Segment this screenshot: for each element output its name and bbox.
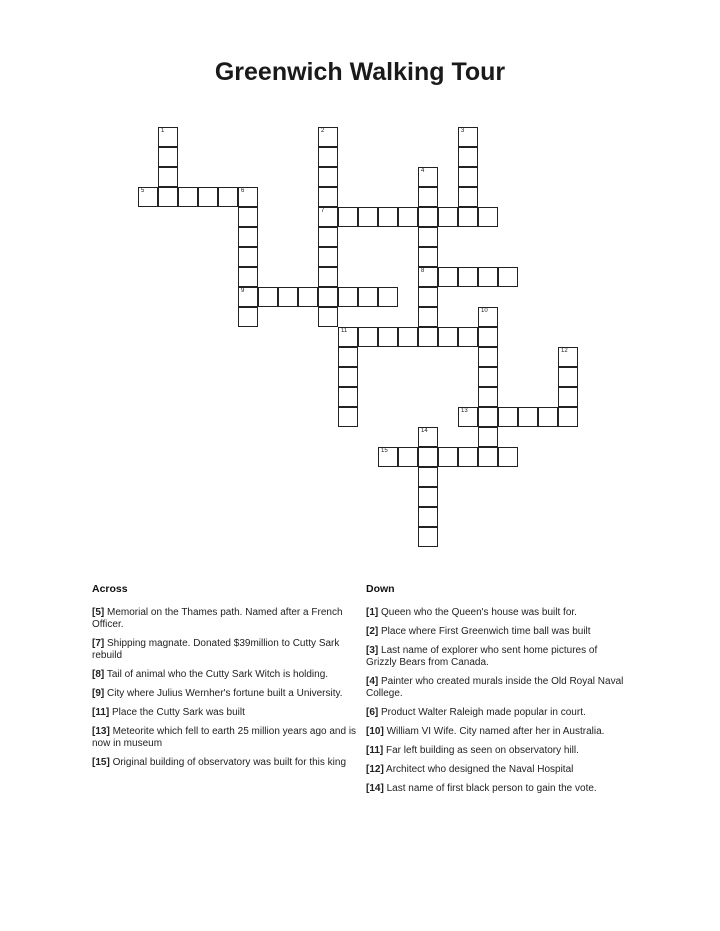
grid-cell[interactable] <box>238 187 258 207</box>
grid-cell[interactable] <box>458 207 478 227</box>
grid-cell[interactable] <box>278 287 298 307</box>
grid-cell[interactable] <box>338 407 358 427</box>
down-heading: Down <box>366 583 395 595</box>
clue-item <box>92 757 362 769</box>
grid-cell[interactable] <box>478 267 498 287</box>
clue-text: Shipping magnate. Donated $39million to Cutty Sark rebuild <box>92 638 340 661</box>
grid-cell[interactable] <box>458 127 478 147</box>
grid-cell[interactable] <box>398 447 418 467</box>
grid-cell[interactable] <box>418 427 438 447</box>
grid-cell[interactable] <box>418 287 438 307</box>
grid-cell[interactable] <box>298 287 318 307</box>
grid-cell[interactable] <box>138 187 158 207</box>
grid-cell[interactable] <box>238 267 258 287</box>
cell-number: 7 <box>321 208 325 214</box>
cell-number: 3 <box>461 128 465 134</box>
grid-cell[interactable] <box>318 307 338 327</box>
grid-cell[interactable] <box>158 147 178 167</box>
grid-cell[interactable] <box>458 167 478 187</box>
cell-number: 4 <box>421 168 425 174</box>
grid-cell[interactable] <box>478 307 498 327</box>
clue-text: City where Julius Wernher's fortune built a University. <box>107 688 343 699</box>
grid-cell[interactable] <box>458 327 478 347</box>
clue-text: Far left building as seen on observatory hill. <box>386 745 579 756</box>
across-clues <box>92 583 362 776</box>
grid-cell[interactable] <box>458 267 478 287</box>
grid-cell[interactable] <box>318 187 338 207</box>
grid-cell[interactable] <box>478 387 498 407</box>
clue-number: [11] <box>366 745 384 756</box>
cell-number: 15 <box>381 448 388 454</box>
grid-cell[interactable] <box>258 287 278 307</box>
grid-cell[interactable] <box>558 347 578 367</box>
clue-item <box>366 745 628 757</box>
grid-cell[interactable] <box>358 207 378 227</box>
grid-cell[interactable] <box>438 447 458 467</box>
grid-cell[interactable] <box>358 327 378 347</box>
grid-cell[interactable] <box>178 187 198 207</box>
grid-cell[interactable] <box>418 207 438 227</box>
clue-text: Product Walter Raleigh made popular in court. <box>381 707 586 718</box>
grid-cell[interactable] <box>458 447 478 467</box>
clue-item <box>366 626 628 638</box>
grid-cell[interactable] <box>418 187 438 207</box>
grid-cell[interactable] <box>378 287 398 307</box>
grid-cell[interactable] <box>478 407 498 427</box>
grid-cell[interactable] <box>418 267 438 287</box>
grid-cell[interactable] <box>318 227 338 247</box>
grid-cell[interactable] <box>338 367 358 387</box>
grid-cell[interactable] <box>458 407 478 427</box>
clue-text: Architect who designed the Naval Hospital <box>386 764 574 775</box>
grid-cell[interactable] <box>498 407 518 427</box>
clue-number: [12] <box>366 764 384 775</box>
clue-text: Memorial on the Thames path. Named after a French Officer. <box>92 607 343 630</box>
clue-text: Last name of explorer who sent home pictures of Grizzly Bears from Canada. <box>366 645 598 668</box>
grid-cell[interactable] <box>418 247 438 267</box>
grid-cell[interactable] <box>238 307 258 327</box>
grid-cell[interactable] <box>318 207 338 227</box>
page-title: Greenwich Walking Tour <box>214 58 506 86</box>
grid-cell[interactable] <box>238 207 258 227</box>
grid-cell[interactable] <box>158 127 178 147</box>
clue-number: [15] <box>92 757 110 768</box>
clue-text: Tail of animal who the Cutty Sark Witch is holding. <box>106 669 329 680</box>
grid-cell[interactable] <box>438 207 458 227</box>
cell-number: 8 <box>421 268 425 274</box>
clue-item <box>366 726 628 738</box>
grid-cell[interactable] <box>218 187 238 207</box>
clue-item <box>92 688 362 700</box>
clue-number: [14] <box>366 783 384 794</box>
clue-number: [3] <box>366 645 379 656</box>
clue-number: [6] <box>366 707 379 718</box>
grid-cell[interactable] <box>558 407 578 427</box>
grid-cell[interactable] <box>318 287 338 307</box>
clue-text: Meteorite which fell to earth 25 million years ago and is now in museum <box>92 726 357 749</box>
clue-number: [9] <box>92 688 105 699</box>
grid-cell[interactable] <box>338 387 358 407</box>
grid-cell[interactable] <box>478 207 498 227</box>
grid-cell[interactable] <box>478 427 498 447</box>
grid-cell[interactable] <box>538 407 558 427</box>
grid-cell[interactable] <box>418 227 438 247</box>
grid-cell[interactable] <box>338 327 358 347</box>
grid-cell[interactable] <box>418 307 438 327</box>
clue-text: Painter who created murals inside the Old Royal Naval College. <box>366 676 624 699</box>
grid-cell[interactable] <box>318 147 338 167</box>
clue-item <box>92 607 362 631</box>
clue-item <box>92 726 362 750</box>
cell-number: 9 <box>241 288 245 294</box>
grid-cell[interactable] <box>338 287 358 307</box>
grid-cell[interactable] <box>458 147 478 167</box>
grid-cell[interactable] <box>238 287 258 307</box>
cell-number: 12 <box>561 348 568 354</box>
grid-cell[interactable] <box>378 447 398 467</box>
clue-text: Place where First Greenwich time ball was built <box>381 626 591 637</box>
grid-cell[interactable] <box>318 167 338 187</box>
clue-item <box>366 783 628 795</box>
grid-cell[interactable] <box>558 367 578 387</box>
grid-cell[interactable] <box>458 187 478 207</box>
grid-cell[interactable] <box>318 247 338 267</box>
clue-item <box>366 676 628 700</box>
clue-number: [8] <box>92 669 105 680</box>
clue-text: William VI Wife. City named after her in Australia. <box>386 726 605 737</box>
clue-item <box>92 707 362 719</box>
clue-item <box>366 645 628 669</box>
clue-number: [13] <box>92 726 110 737</box>
cell-number: 2 <box>321 128 325 134</box>
grid-cell[interactable] <box>498 267 518 287</box>
grid-cell[interactable] <box>418 467 438 487</box>
across-heading: Across <box>92 583 128 595</box>
grid-cell[interactable] <box>318 267 338 287</box>
down-clues <box>366 583 628 802</box>
grid-cell[interactable] <box>518 407 538 427</box>
grid-cell[interactable] <box>398 207 418 227</box>
cell-number: 5 <box>141 188 145 194</box>
cell-number: 13 <box>461 408 468 414</box>
grid-cell[interactable] <box>478 447 498 467</box>
grid-cell[interactable] <box>398 327 418 347</box>
grid-cell[interactable] <box>198 187 218 207</box>
cell-number: 11 <box>341 328 348 334</box>
cell-number: 14 <box>421 428 428 434</box>
across-clue-list <box>92 607 362 769</box>
grid-cell[interactable] <box>438 267 458 287</box>
clue-number: [10] <box>366 726 384 737</box>
down-clue-list <box>366 607 628 795</box>
cell-number: 6 <box>241 188 245 194</box>
grid-cell[interactable] <box>418 507 438 527</box>
grid-cell[interactable] <box>158 167 178 187</box>
clue-number: [5] <box>92 607 105 618</box>
grid-cell[interactable] <box>158 187 178 207</box>
clue-text: Place the Cutty Sark was built <box>112 707 245 718</box>
grid-cell[interactable] <box>338 207 358 227</box>
grid-cell[interactable] <box>318 127 338 147</box>
cell-number: 1 <box>161 128 165 134</box>
clue-text: Last name of first black person to gain the vote. <box>386 783 597 794</box>
grid-cell[interactable] <box>418 527 438 547</box>
grid-cell[interactable] <box>438 327 458 347</box>
grid-cell[interactable] <box>238 247 258 267</box>
clue-text: Original building of observatory was built for this king <box>112 757 347 768</box>
grid-cell[interactable] <box>338 347 358 367</box>
clue-item <box>366 707 628 719</box>
grid-cell[interactable] <box>418 487 438 507</box>
grid-cell[interactable] <box>478 347 498 367</box>
grid-cell[interactable] <box>498 447 518 467</box>
grid-cell[interactable] <box>478 327 498 347</box>
clue-item <box>92 638 362 662</box>
clue-number: [1] <box>366 607 379 618</box>
grid-cell[interactable] <box>558 387 578 407</box>
grid-cell[interactable] <box>378 327 398 347</box>
grid-cell[interactable] <box>358 287 378 307</box>
clue-item <box>92 669 362 681</box>
clue-number: [11] <box>92 707 110 718</box>
grid-cell[interactable] <box>478 367 498 387</box>
grid-cell[interactable] <box>418 167 438 187</box>
clue-text: Queen who the Queen's house was built for. <box>381 607 577 618</box>
clue-number: [7] <box>92 638 105 649</box>
cell-number: 10 <box>481 308 488 314</box>
grid-cell[interactable] <box>418 327 438 347</box>
clue-number: [2] <box>366 626 379 637</box>
grid-cell[interactable] <box>378 207 398 227</box>
clue-item <box>366 607 628 619</box>
clue-number: [4] <box>366 676 379 687</box>
grid-cell[interactable] <box>418 447 438 467</box>
clue-item <box>366 764 628 776</box>
grid-cell[interactable] <box>238 227 258 247</box>
